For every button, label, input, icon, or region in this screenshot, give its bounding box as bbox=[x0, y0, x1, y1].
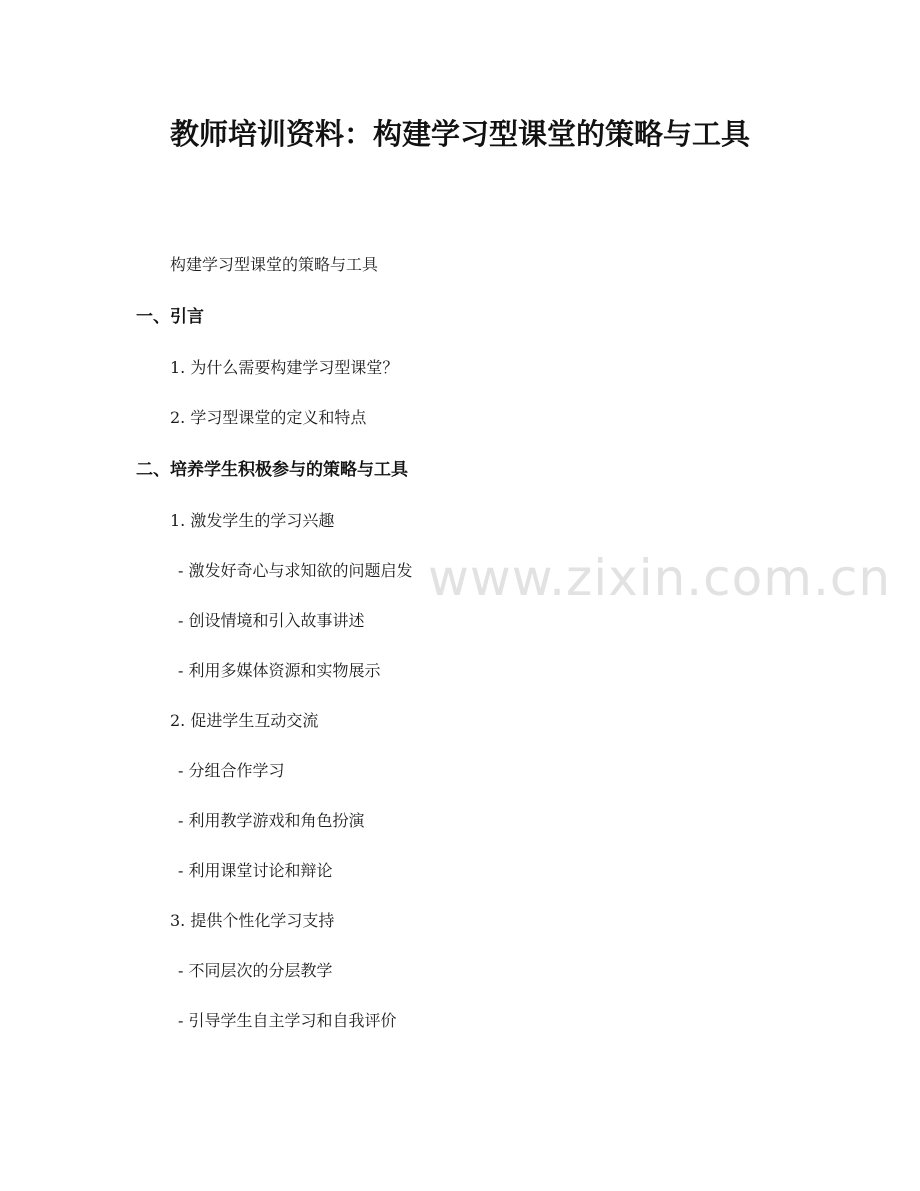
sub-list-item: - 激发好奇心与求知欲的问题启发 bbox=[178, 561, 413, 580]
document-subtitle: 构建学习型课堂的策略与工具 bbox=[170, 255, 379, 274]
section-heading-introduction: 一、引言 bbox=[136, 307, 204, 327]
list-item: 3. 提供个性化学习支持 bbox=[170, 911, 335, 930]
section-heading-strategies: 二、培养学生积极参与的策略与工具 bbox=[136, 460, 408, 480]
document-title: 教师培训资料：构建学习型课堂的策略与工具 bbox=[169, 117, 750, 151]
list-item: 2. 促进学生互动交流 bbox=[170, 711, 319, 730]
watermark: www.zixin.com.cn bbox=[428, 549, 892, 607]
sub-list-item: - 分组合作学习 bbox=[178, 761, 285, 780]
sub-list-item: - 创设情境和引入故事讲述 bbox=[178, 611, 365, 630]
list-item: 2. 学习型课堂的定义和特点 bbox=[170, 408, 367, 427]
sub-list-item: - 利用课堂讨论和辩论 bbox=[178, 861, 333, 880]
list-item: 1. 为什么需要构建学习型课堂？ bbox=[170, 358, 399, 377]
sub-list-item: - 引导学生自主学习和自我评价 bbox=[178, 1011, 397, 1030]
sub-list-item: - 利用教学游戏和角色扮演 bbox=[178, 811, 365, 830]
list-item: 1. 激发学生的学习兴趣 bbox=[170, 511, 335, 530]
sub-list-item: - 不同层次的分层教学 bbox=[178, 961, 333, 980]
sub-list-item: - 利用多媒体资源和实物展示 bbox=[178, 661, 381, 680]
